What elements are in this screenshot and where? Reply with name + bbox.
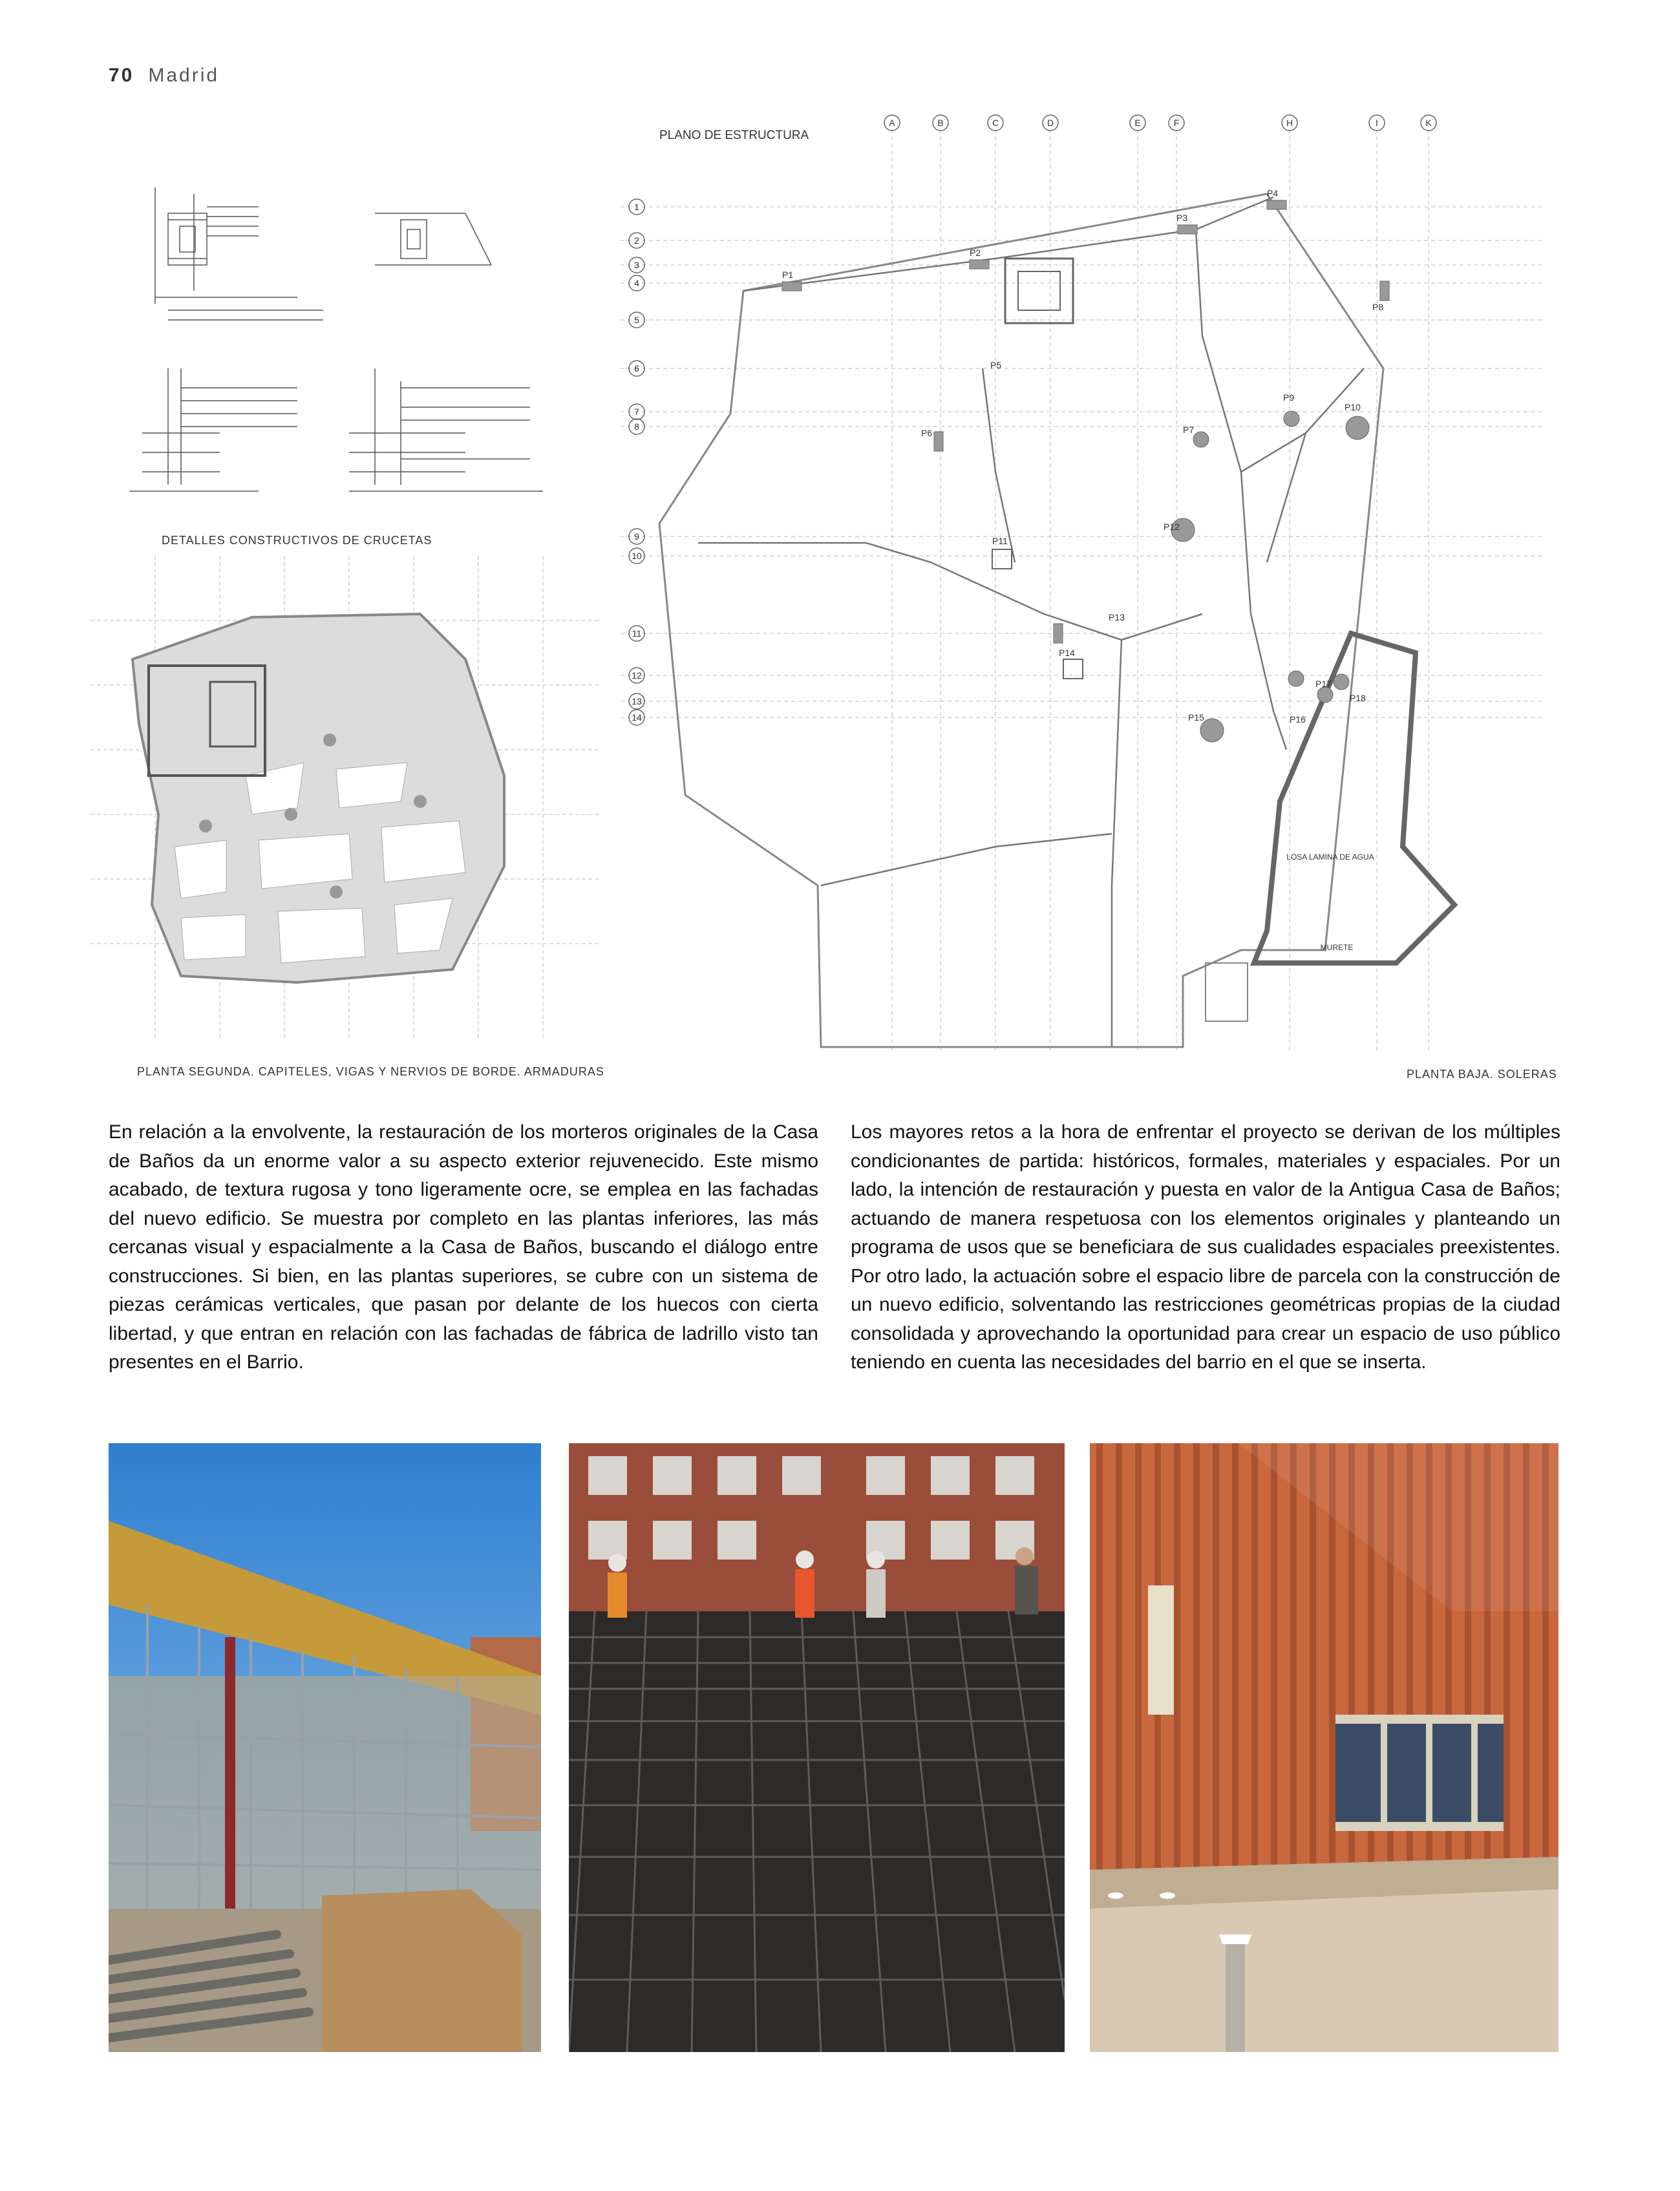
row-label: 1 <box>634 202 639 212</box>
pillar-label: P3 <box>1176 213 1188 223</box>
row-label: 11 <box>632 628 642 639</box>
pillar-label: P17 <box>1315 679 1332 689</box>
row-label: 13 <box>632 696 642 706</box>
col-label: F <box>1173 118 1180 128</box>
construction-details-svg <box>129 175 595 536</box>
row-label: 14 <box>632 712 642 723</box>
second-floor-svg <box>90 556 601 1041</box>
pillar-label: P1 <box>782 270 794 280</box>
row-label: 10 <box>632 551 642 561</box>
second-floor-drawing <box>90 556 601 1041</box>
col-label: I <box>1376 118 1378 128</box>
page-number: 70 <box>109 65 134 86</box>
details-caption: DETALLES CONSTRUCTIVOS DE CRUCETAS <box>162 534 432 547</box>
facade-photo <box>1090 1443 1558 2052</box>
facade-photo-svg <box>1090 1443 1558 2052</box>
row-label: 5 <box>634 315 639 325</box>
pillar-label: P14 <box>1059 648 1075 658</box>
col-label: D <box>1047 118 1054 128</box>
row-label: 7 <box>634 407 639 417</box>
col-label: B <box>937 118 944 128</box>
row-label: 9 <box>634 531 639 542</box>
scaffolding-photo <box>109 1443 541 2052</box>
col-label: H <box>1286 118 1293 128</box>
section-title: Madrid <box>148 65 220 86</box>
pillar-label: P15 <box>1188 712 1204 723</box>
structure-plan-caption: PLANTA BAJA. SOLERAS <box>1407 1068 1557 1081</box>
col-label: A <box>889 118 895 128</box>
pillar-label: P4 <box>1267 188 1279 198</box>
row-label: 4 <box>634 278 639 288</box>
row-label: 3 <box>634 260 639 270</box>
pillar-label: P8 <box>1372 302 1384 312</box>
pillar-label: P2 <box>970 248 981 258</box>
rebar-photo <box>569 1443 1065 2052</box>
construction-details-drawing <box>129 175 595 536</box>
structure-plan-drawing <box>621 110 1545 1053</box>
rebar-photo-svg <box>569 1443 1065 2052</box>
pillar-label: P13 <box>1109 612 1125 622</box>
pillar-label: P11 <box>992 536 1008 546</box>
right-paragraph: Los mayores retos a la hora de enfrentar el proyecto se derivan de los múltiples condicionantes de partida: históricos, formales, materiales y espaciales. Por un lado, la intención de restauración y puesta en valor de la Antigua Casa de Baños; actuando de manera respetuosa con los elementos originales y planteando un programa de usos que se beneficiara de sus cualidades espaciales preexistentes. Por otro lado, la actuación sobre el espacio libre de parcela con la construcción de un nuevo edificio, solventando las restricciones geométricas propias de la ciudad consolidada y aprovechando la oportunidad para crear un espacio de uso público teniendo en cuenta las necesidades del barrio en el que se inserta. <box>851 1121 1560 1373</box>
structure-plan-svg <box>621 110 1545 1053</box>
col-label: K <box>1425 118 1432 128</box>
page-header <box>109 65 219 87</box>
pillar-label: P6 <box>921 428 933 438</box>
pillar-label: P18 <box>1350 693 1366 703</box>
scaffolding-photo-svg <box>109 1443 541 2052</box>
water-slab-label: LOSA LAMINA DE AGUA <box>1286 852 1374 862</box>
murete-label: MURETE <box>1320 943 1354 952</box>
row-label: 2 <box>634 235 639 246</box>
pillar-label: P7 <box>1183 425 1195 435</box>
pillar-label: P16 <box>1290 714 1306 725</box>
left-paragraph: En relación a la envolvente, la restauración de los morteros originales de la Casa de Baños da un enorme valor a su aspecto exterior rejuvenecido. Este mismo acabado, de textura rugosa y tono ligeramente ocre, se emplea en las fachadas del nuevo edificio. Se muestra por completo en las plantas inferiores, las más cercanas visual y espacialmente a la Casa de Baños, buscando el diálogo entre construcciones. Si bien, en las plantas superiores, se cubre con un sistema de piezas cerámicas verticales, que pasan por delante de los huecos con cierta libertad, y que entran en relación con las fachadas de fábrica de ladrillo visto tan presentes en el Barrio. <box>109 1121 818 1373</box>
row-label: 8 <box>634 421 639 432</box>
pillar-label: P5 <box>990 360 1002 370</box>
pillar-label: P9 <box>1283 392 1295 403</box>
structure-plan-title: PLANO DE ESTRUCTURA <box>659 129 809 142</box>
row-label: 12 <box>632 670 642 681</box>
pillar-label: P10 <box>1345 402 1361 412</box>
row-label: 6 <box>634 363 639 374</box>
col-label: E <box>1134 118 1141 128</box>
pillar-label: P12 <box>1164 522 1180 532</box>
col-label: C <box>992 118 999 128</box>
second-floor-caption: PLANTA SEGUNDA. CAPITELES, VIGAS Y NERVIOS DE BORDE. ARMADURAS <box>137 1065 604 1078</box>
